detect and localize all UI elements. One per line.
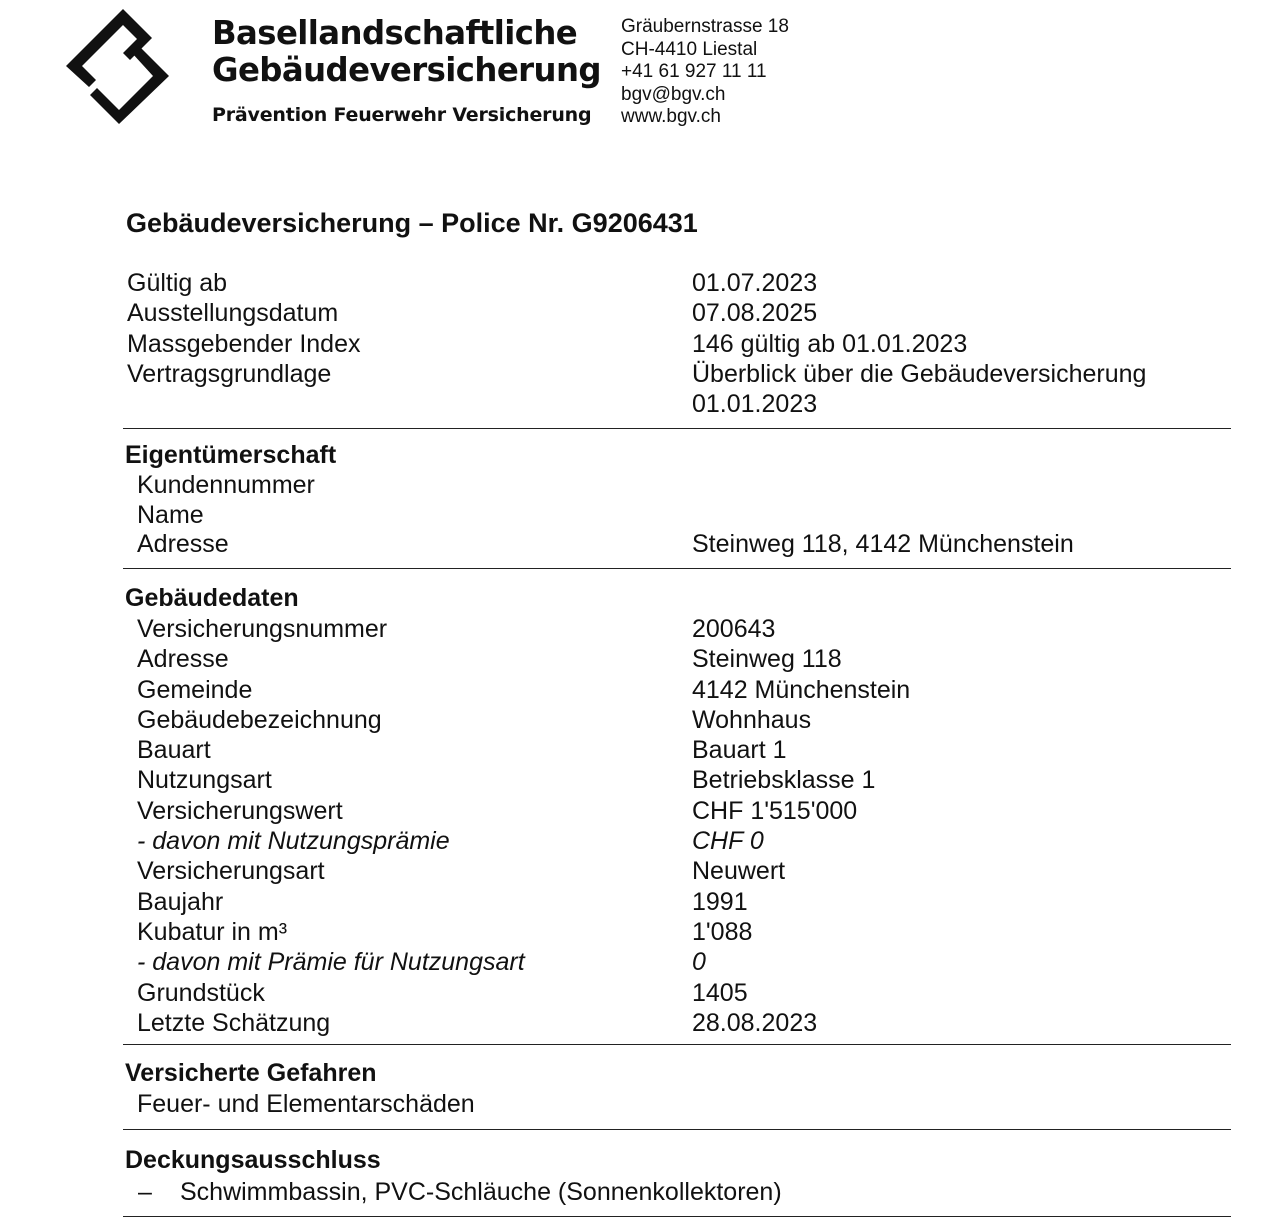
- building-value: 1'088: [692, 917, 753, 946]
- building-label: Gemeinde: [137, 675, 253, 704]
- building-label: Nutzungsart: [137, 766, 272, 795]
- organization-block: [212, 14, 609, 126]
- building-value: 0: [692, 948, 706, 977]
- building-label: Kubatur in m³: [137, 917, 288, 946]
- contact-city: CH-4410 Liestal: [621, 38, 758, 60]
- building-value: Steinweg 118: [692, 645, 842, 674]
- logo-mark: [66, 8, 176, 126]
- building-label: Adresse: [137, 645, 229, 674]
- building-label: Grundstück: [137, 978, 265, 1007]
- building-value: 1405: [692, 978, 748, 1007]
- ownership-label: Name: [137, 500, 204, 529]
- policy-title: Gebäudeversicherung – Police Nr. G9206431: [126, 208, 698, 238]
- ownership-label: Kundennummer: [137, 471, 315, 499]
- building-value: 1991: [692, 887, 748, 916]
- building-value: 28.08.2023: [692, 1008, 818, 1037]
- divider: [123, 428, 1231, 429]
- bgv-logo-icon: [66, 8, 176, 126]
- org-name-line1: Basellandschaftliche: [212, 13, 578, 52]
- divider: [123, 568, 1231, 569]
- exclusion-item-text: Schwimmbassin, PVC-Schläuche (Sonnenkollektoren): [180, 1178, 782, 1206]
- field-value: 146 gültig ab 01.01.2023: [692, 329, 968, 358]
- building-value: Betriebsklasse 1: [692, 766, 876, 795]
- building-label: - davon mit Nutzungsprämie: [137, 827, 450, 856]
- ownership-heading: Eigentümerschaft: [125, 441, 337, 469]
- perils-text: Feuer- und Elementarschäden: [137, 1090, 475, 1118]
- divider: [123, 1044, 1231, 1045]
- building-value: 200643: [692, 615, 776, 643]
- field-value: [692, 359, 1146, 420]
- field-value: 07.08.2025: [692, 299, 818, 328]
- ownership-label: Adresse: [137, 530, 229, 558]
- building-value: Wohnhaus: [692, 705, 812, 734]
- ownership-value: Steinweg 118, 4142 Münchenstein: [692, 530, 1074, 558]
- contact-phone: +41 61 927 11 11: [621, 61, 767, 82]
- exclusion-heading: Deckungsausschluss: [125, 1146, 381, 1174]
- exclusion-item: [138, 1178, 782, 1207]
- divider: [123, 1216, 1231, 1217]
- contact-block: [621, 16, 789, 129]
- building-value: CHF 1'515'000: [692, 796, 858, 825]
- building-heading: Gebäudedaten: [125, 584, 299, 612]
- perils-heading: Versicherte Gefahren: [125, 1059, 377, 1087]
- building-label: Versicherungsart: [137, 857, 325, 886]
- building-value: Bauart 1: [692, 736, 787, 765]
- field-value: 01.07.2023: [692, 269, 818, 297]
- field-label: Ausstellungsdatum: [127, 299, 339, 328]
- exclusion-dash: –: [138, 1178, 152, 1206]
- building-label: Versicherungswert: [137, 796, 343, 825]
- building-label: Versicherungsnummer: [137, 615, 388, 643]
- contact-street: Gräubernstrasse 18: [621, 16, 789, 37]
- contact-email: bgv@bgv.ch: [621, 83, 726, 105]
- org-name-line2: Gebäudeversicherung: [212, 50, 601, 89]
- field-value-line1: Überblick über die Gebäudeversicherung: [692, 359, 1147, 388]
- field-label: Massgebender Index: [127, 329, 361, 358]
- contact-web: www.bgv.ch: [621, 106, 721, 127]
- building-value: Neuwert: [692, 857, 786, 886]
- building-label: Letzte Schätzung: [137, 1008, 331, 1037]
- field-label: Gültig ab: [127, 269, 228, 297]
- building-label: Bauart: [137, 736, 211, 765]
- field-value-line2: 01.01.2023: [692, 390, 818, 419]
- building-label: Baujahr: [137, 887, 224, 916]
- building-label: Gebäudebezeichnung: [137, 705, 382, 734]
- building-value: CHF 0: [692, 827, 764, 856]
- divider: [123, 1129, 1231, 1130]
- field-label: Vertragsgrundlage: [127, 359, 332, 388]
- org-tagline: Prävention Feuerwehr Versicherung: [212, 104, 592, 126]
- building-value: 4142 Münchenstein: [692, 675, 911, 704]
- building-label: - davon mit Prämie für Nutzungsart: [137, 948, 525, 977]
